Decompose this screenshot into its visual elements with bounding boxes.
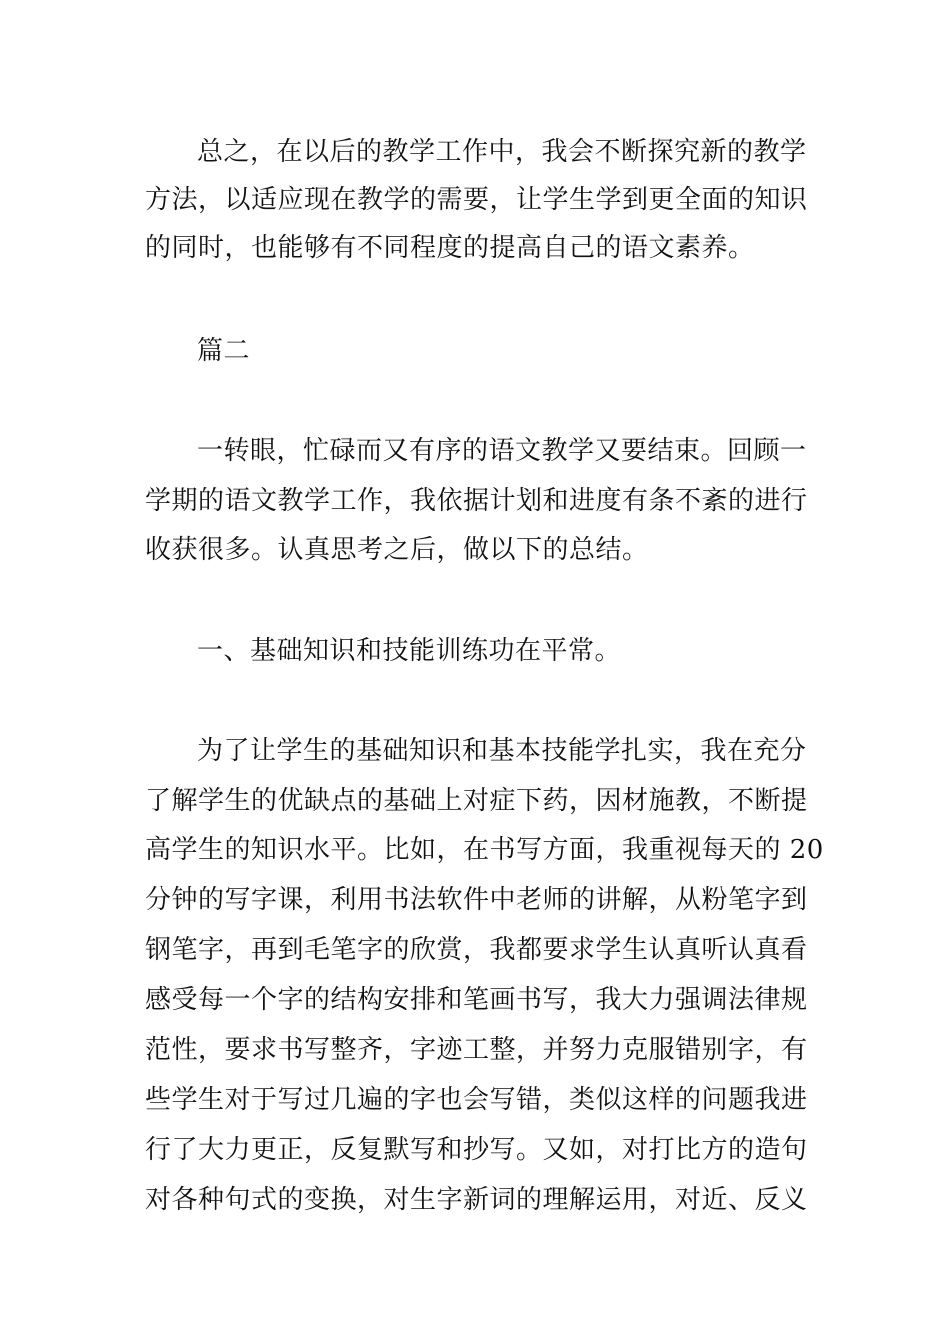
paragraph-line: 总之，在以后的教学工作中，我会不断探究新的教学	[197, 137, 807, 167]
paragraph-line: 方法，以适应现在教学的需要，让学生学到更全面的知识	[145, 185, 808, 215]
paragraph-line: 对各种句式的变换，对生字新词的理解运用，对近、反义	[145, 1185, 808, 1215]
paragraph-line: 一转眼，忙碌而又有序的语文教学又要结束。回顾一	[197, 436, 807, 466]
paragraph-line: 为了让学生的基础知识和基本技能学扎实，我在充分	[197, 736, 807, 766]
paragraph-line: 了解学生的优缺点的基础上对症下药，因材施教，不断提	[145, 786, 808, 816]
paragraph-line: 的同时，也能够有不同程度的提高自己的语文素养。	[145, 233, 755, 263]
paragraph-line: 行了大力更正，反复默写和抄写。又如，对打比方的造句	[145, 1135, 808, 1165]
subsection-heading: 一、基础知识和技能训练功在平常。	[197, 636, 622, 666]
paragraph-line: 学期的语文教学工作，我依据计划和进度有条不紊的进行	[145, 486, 808, 516]
paragraph-line: 收获很多。认真思考之后，做以下的总结。	[145, 535, 649, 565]
section-heading: 篇二	[197, 336, 251, 366]
paragraph-line: 范性，要求书写整齐，字迹工整，并努力克服错别字，有	[145, 1035, 808, 1065]
paragraph-line: 感受每一个字的结构安排和笔画书写，我大力强调法律规	[145, 985, 808, 1015]
paragraph-line: 些学生对于写过几遍的字也会写错，类似这样的问题我进	[145, 1085, 808, 1115]
paragraph-line: 钢笔字，再到毛笔字的欣赏，我都要求学生认真听认真看	[145, 935, 808, 965]
paragraph-line: 分钟的写字课，利用书法软件中老师的讲解，从粉笔字到	[145, 885, 808, 915]
paragraph-line: 高学生的知识水平。比如，在书写方面，我重视每天的 20	[145, 835, 824, 865]
